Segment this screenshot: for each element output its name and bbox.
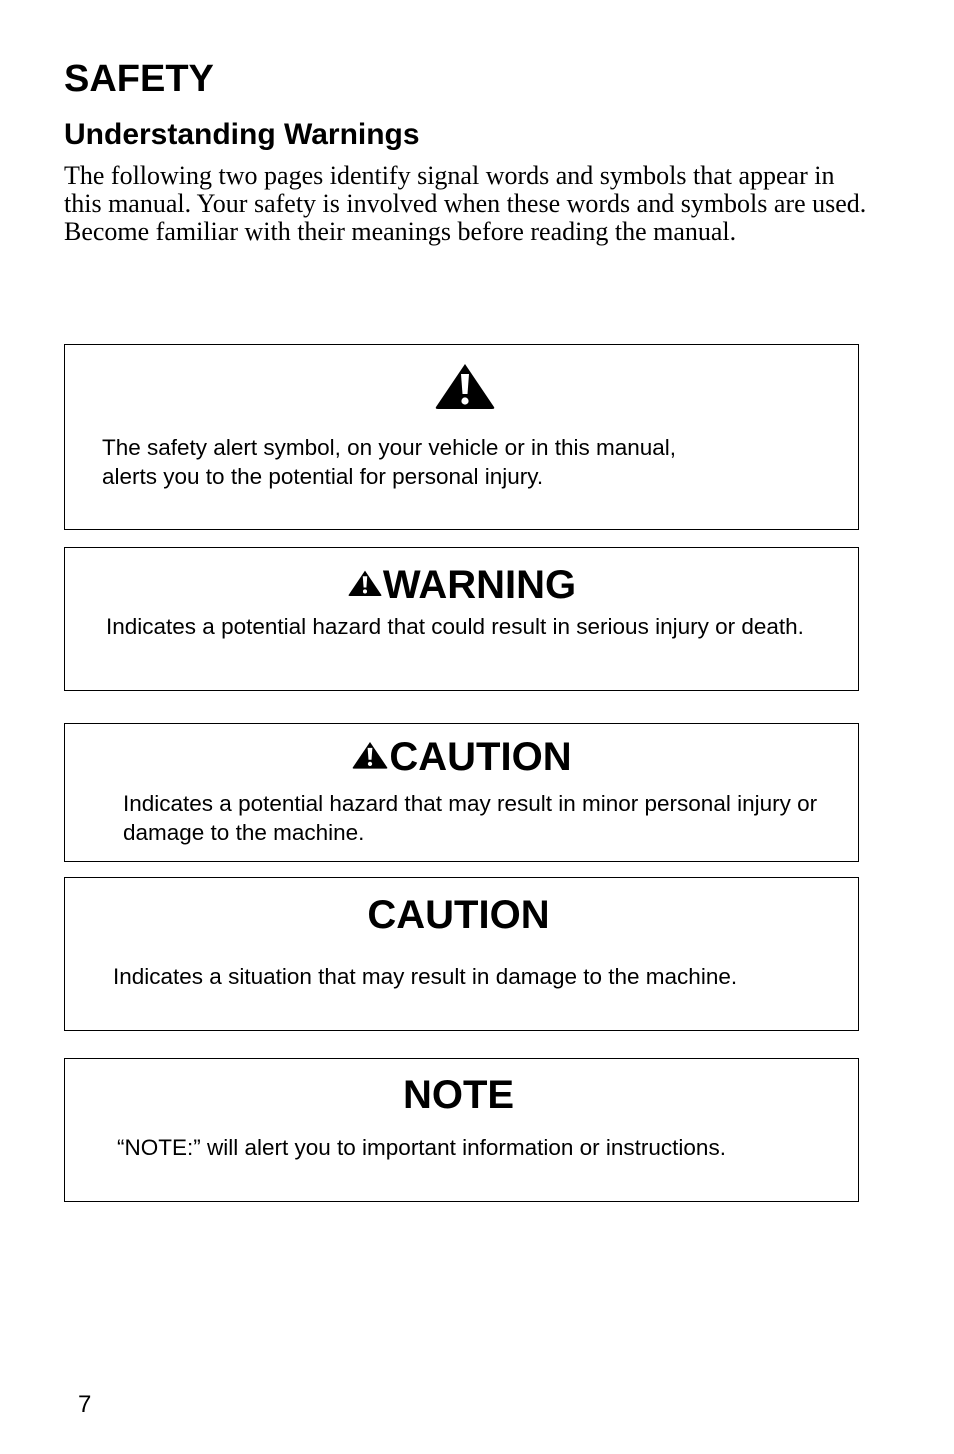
safety-alert-text-line2: alerts you to the potential for personal injury. (102, 464, 544, 489)
page-title: SAFETY (64, 58, 214, 100)
note-label: NOTE (402, 1073, 515, 1117)
warning-triangle-icon (433, 361, 497, 416)
note-text: “NOTE:” will alert you to important information or instructions. (117, 1135, 726, 1160)
caution-plain-label: CAUTION (367, 893, 550, 937)
safety-alert-text-line1: The safety alert symbol, on your vehicle or in this manual, (102, 435, 677, 460)
intro-paragraph: The following two pages identify signal words and symbols that appear in this manual. Your safety is involved when these words and symbols are used. Become familiar with their meanings before reading the manual. (64, 161, 867, 246)
safety-alert-symbol-box (64, 344, 859, 530)
warning-label: WARNING (382, 563, 577, 607)
warning-text: Indicates a potential hazard that could result in serious injury or death. (106, 614, 804, 639)
page-number: 7 (78, 1391, 92, 1418)
caution-symbol-box (64, 723, 859, 862)
warning-heading (65, 562, 858, 608)
caution-plain-box (64, 877, 859, 1031)
caution-symbol-label: CAUTION (389, 735, 572, 779)
note-box (64, 1058, 859, 1202)
warning-triangle-icon (351, 740, 389, 770)
caution-symbol-text: Indicates a potential hazard that may result in minor personal injury or damage to the machine. (123, 791, 818, 845)
warning-box (64, 547, 859, 691)
caution-symbol-heading (65, 734, 858, 780)
caution-plain-text: Indicates a situation that may result in damage to the machine. (113, 964, 738, 989)
warning-triangle-icon (347, 568, 383, 598)
section-title: Understanding Warnings (64, 118, 420, 151)
